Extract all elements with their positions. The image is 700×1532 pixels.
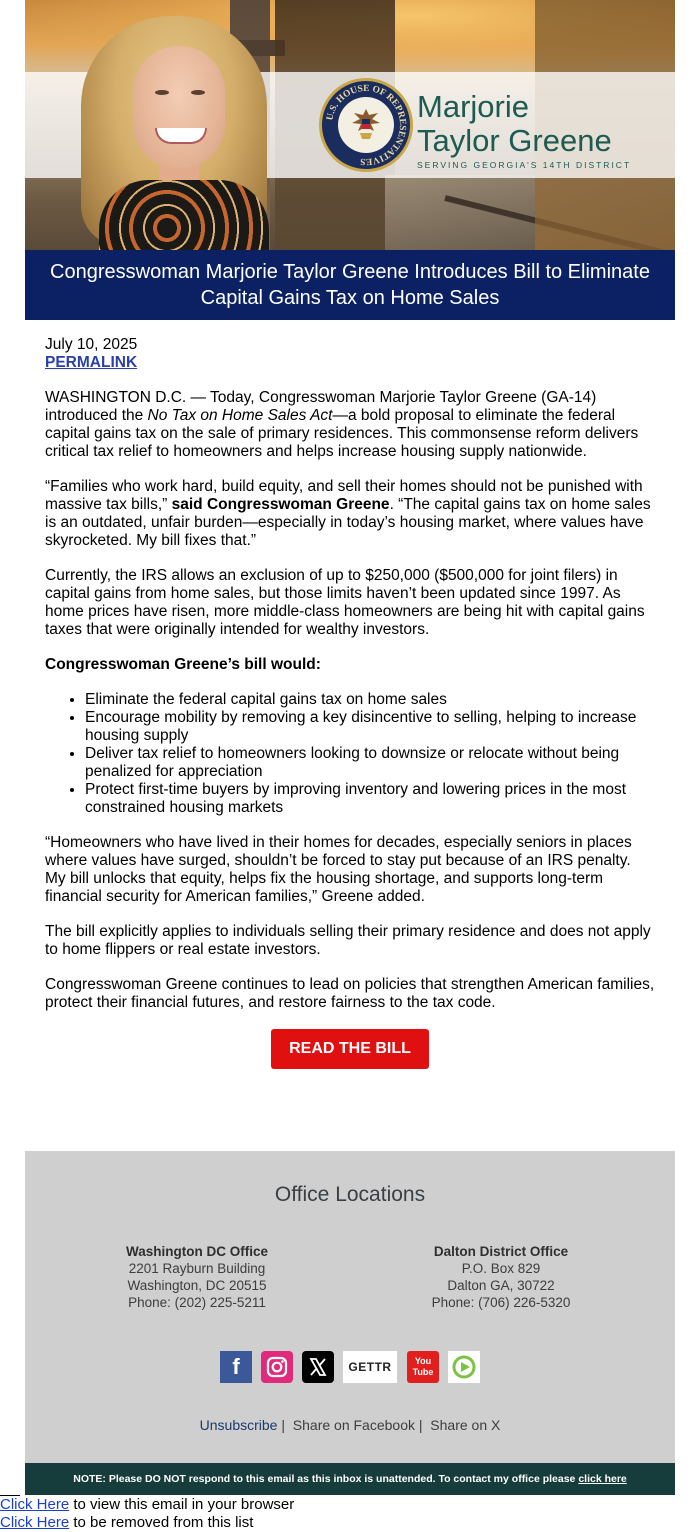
name-first: Marjorie	[417, 89, 529, 124]
email-container	[25, 0, 675, 1069]
paragraph-intro: WASHINGTON D.C. — Today, Congresswoman Marjorie Taylor Greene (GA-14) introduced the No Tax on Home Sales Act—a bold proposal to eliminate the federal capital gains tax on the sale of primary residences. This commonsense reform delivers critical tax relief to homeowners and helps increase housing supply nationwide.	[45, 389, 639, 460]
divider	[0, 1495, 20, 1496]
article-body	[25, 320, 675, 1069]
instagram-icon[interactable]	[261, 1351, 293, 1383]
list-item: • Deliver tax relief to homeowners looking to downsize or relocate without being penalized for appreciation	[85, 745, 655, 781]
list-item: • Protect first-time buyers by improving inventory and lowering prices in the most constrained housing markets	[85, 781, 655, 817]
bill-list	[45, 691, 655, 817]
youtube-icon[interactable]: You Tube	[407, 1351, 439, 1383]
facebook-icon[interactable]: f	[220, 1351, 252, 1383]
headline: Congresswoman Marjorie Taylor Greene Introduces Bill to Eliminate Capital Gains Tax on Home Sales	[25, 250, 675, 320]
contact-click-here-link[interactable]: click here	[578, 1473, 627, 1485]
gettr-icon[interactable]: GETTR	[343, 1351, 397, 1383]
paragraph-quote: “Families who work hard, build equity, and sell their homes should not be punished with massive tax bills,” said Congresswoman Greene. “The capital gains tax on home sales is an outdated, unfair burden—especially in today’s housing market, where values have skyrocketed. My bill fixes that.”	[45, 478, 651, 549]
view-in-browser-link[interactable]: Click Here	[0, 1496, 70, 1513]
house-seal-icon	[319, 78, 413, 172]
link-separator: |	[418, 1417, 423, 1433]
unsubscribe-link[interactable]: Unsubscribe	[199, 1417, 278, 1433]
read-the-bill-button[interactable]: READ THE BILL	[271, 1029, 429, 1069]
name-logo	[417, 90, 631, 170]
seal-ring-text: U.S. HOUSE OF REPRESENTATIVES	[325, 83, 408, 167]
footer	[25, 1151, 675, 1463]
x-icon[interactable]	[302, 1351, 334, 1383]
permalink-link[interactable]: PERMALINK	[45, 354, 138, 371]
district-tagline: SERVING GEORGIA'S 14TH DISTRICT	[417, 160, 632, 170]
list-item: • Encourage mobility by removing a key disincentive to selling, helping to increase housing supply	[85, 709, 655, 745]
office-locations-title: Office Locations	[274, 1183, 426, 1206]
paragraph-irs: Currently, the IRS allows an exclusion of up to $250,000 ($500,000 for joint filers) in capital gains from home sales, but those limits haven’t been updated since 1997. As home prices have risen, more middle-class homeowners are being hit with capital gains taxes that were originally intended for wealthy investors.	[45, 567, 645, 638]
share-x-link[interactable]: Share on X	[430, 1417, 501, 1433]
paragraph-homeowners-quote: “Homeowners who have lived in their homes for decades, especially seniors in places where values have surged, shouldn’t be forced to stay put because of an IRS penalty. My bill unlocks that equity, helps fix the housing shortage, and supports long-term financial security for American families,” Greene added.	[45, 834, 632, 905]
rumble-icon[interactable]	[448, 1351, 480, 1383]
share-facebook-link[interactable]: Share on Facebook	[292, 1417, 415, 1433]
link-separator: |	[281, 1417, 285, 1433]
do-not-reply-notice: NOTE: Please DO NOT respond to this email as this inbox is unattended. To contact my office please click here	[25, 1463, 675, 1495]
paragraph-closing: Congresswoman Greene continues to lead on policies that strengthen American families, protect their financial futures, and restore fairness to the tax code.	[45, 976, 655, 1011]
header-banner	[25, 0, 675, 250]
dalton-office: Dalton District Office P.O. Box 829 Dalton GA, 30722 Phone: (706) 226-5320	[431, 1244, 571, 1310]
article-date: July 10, 2025	[45, 336, 138, 353]
list-item: • Eliminate the federal capital gains tax on home sales	[85, 691, 655, 709]
paragraph-scope: The bill explicitly applies to individuals selling their primary residence and does not apply to home flippers or real estate investors.	[45, 923, 651, 958]
remove-from-list-link[interactable]: Click Here	[0, 1514, 70, 1531]
bill-heading: Congresswoman Greene’s bill would:	[45, 656, 321, 673]
footer-links	[25, 1417, 675, 1433]
congresswoman-photo	[53, 10, 301, 250]
dc-office: Washington DC Office 2201 Rayburn Building Washington, DC 20515 Phone: (202) 225-5211	[126, 1244, 268, 1310]
name-last: Taylor Greene	[417, 123, 612, 158]
bottom-links: Click Here to view this email in your browser Click Here to be removed from this list	[0, 1496, 295, 1531]
